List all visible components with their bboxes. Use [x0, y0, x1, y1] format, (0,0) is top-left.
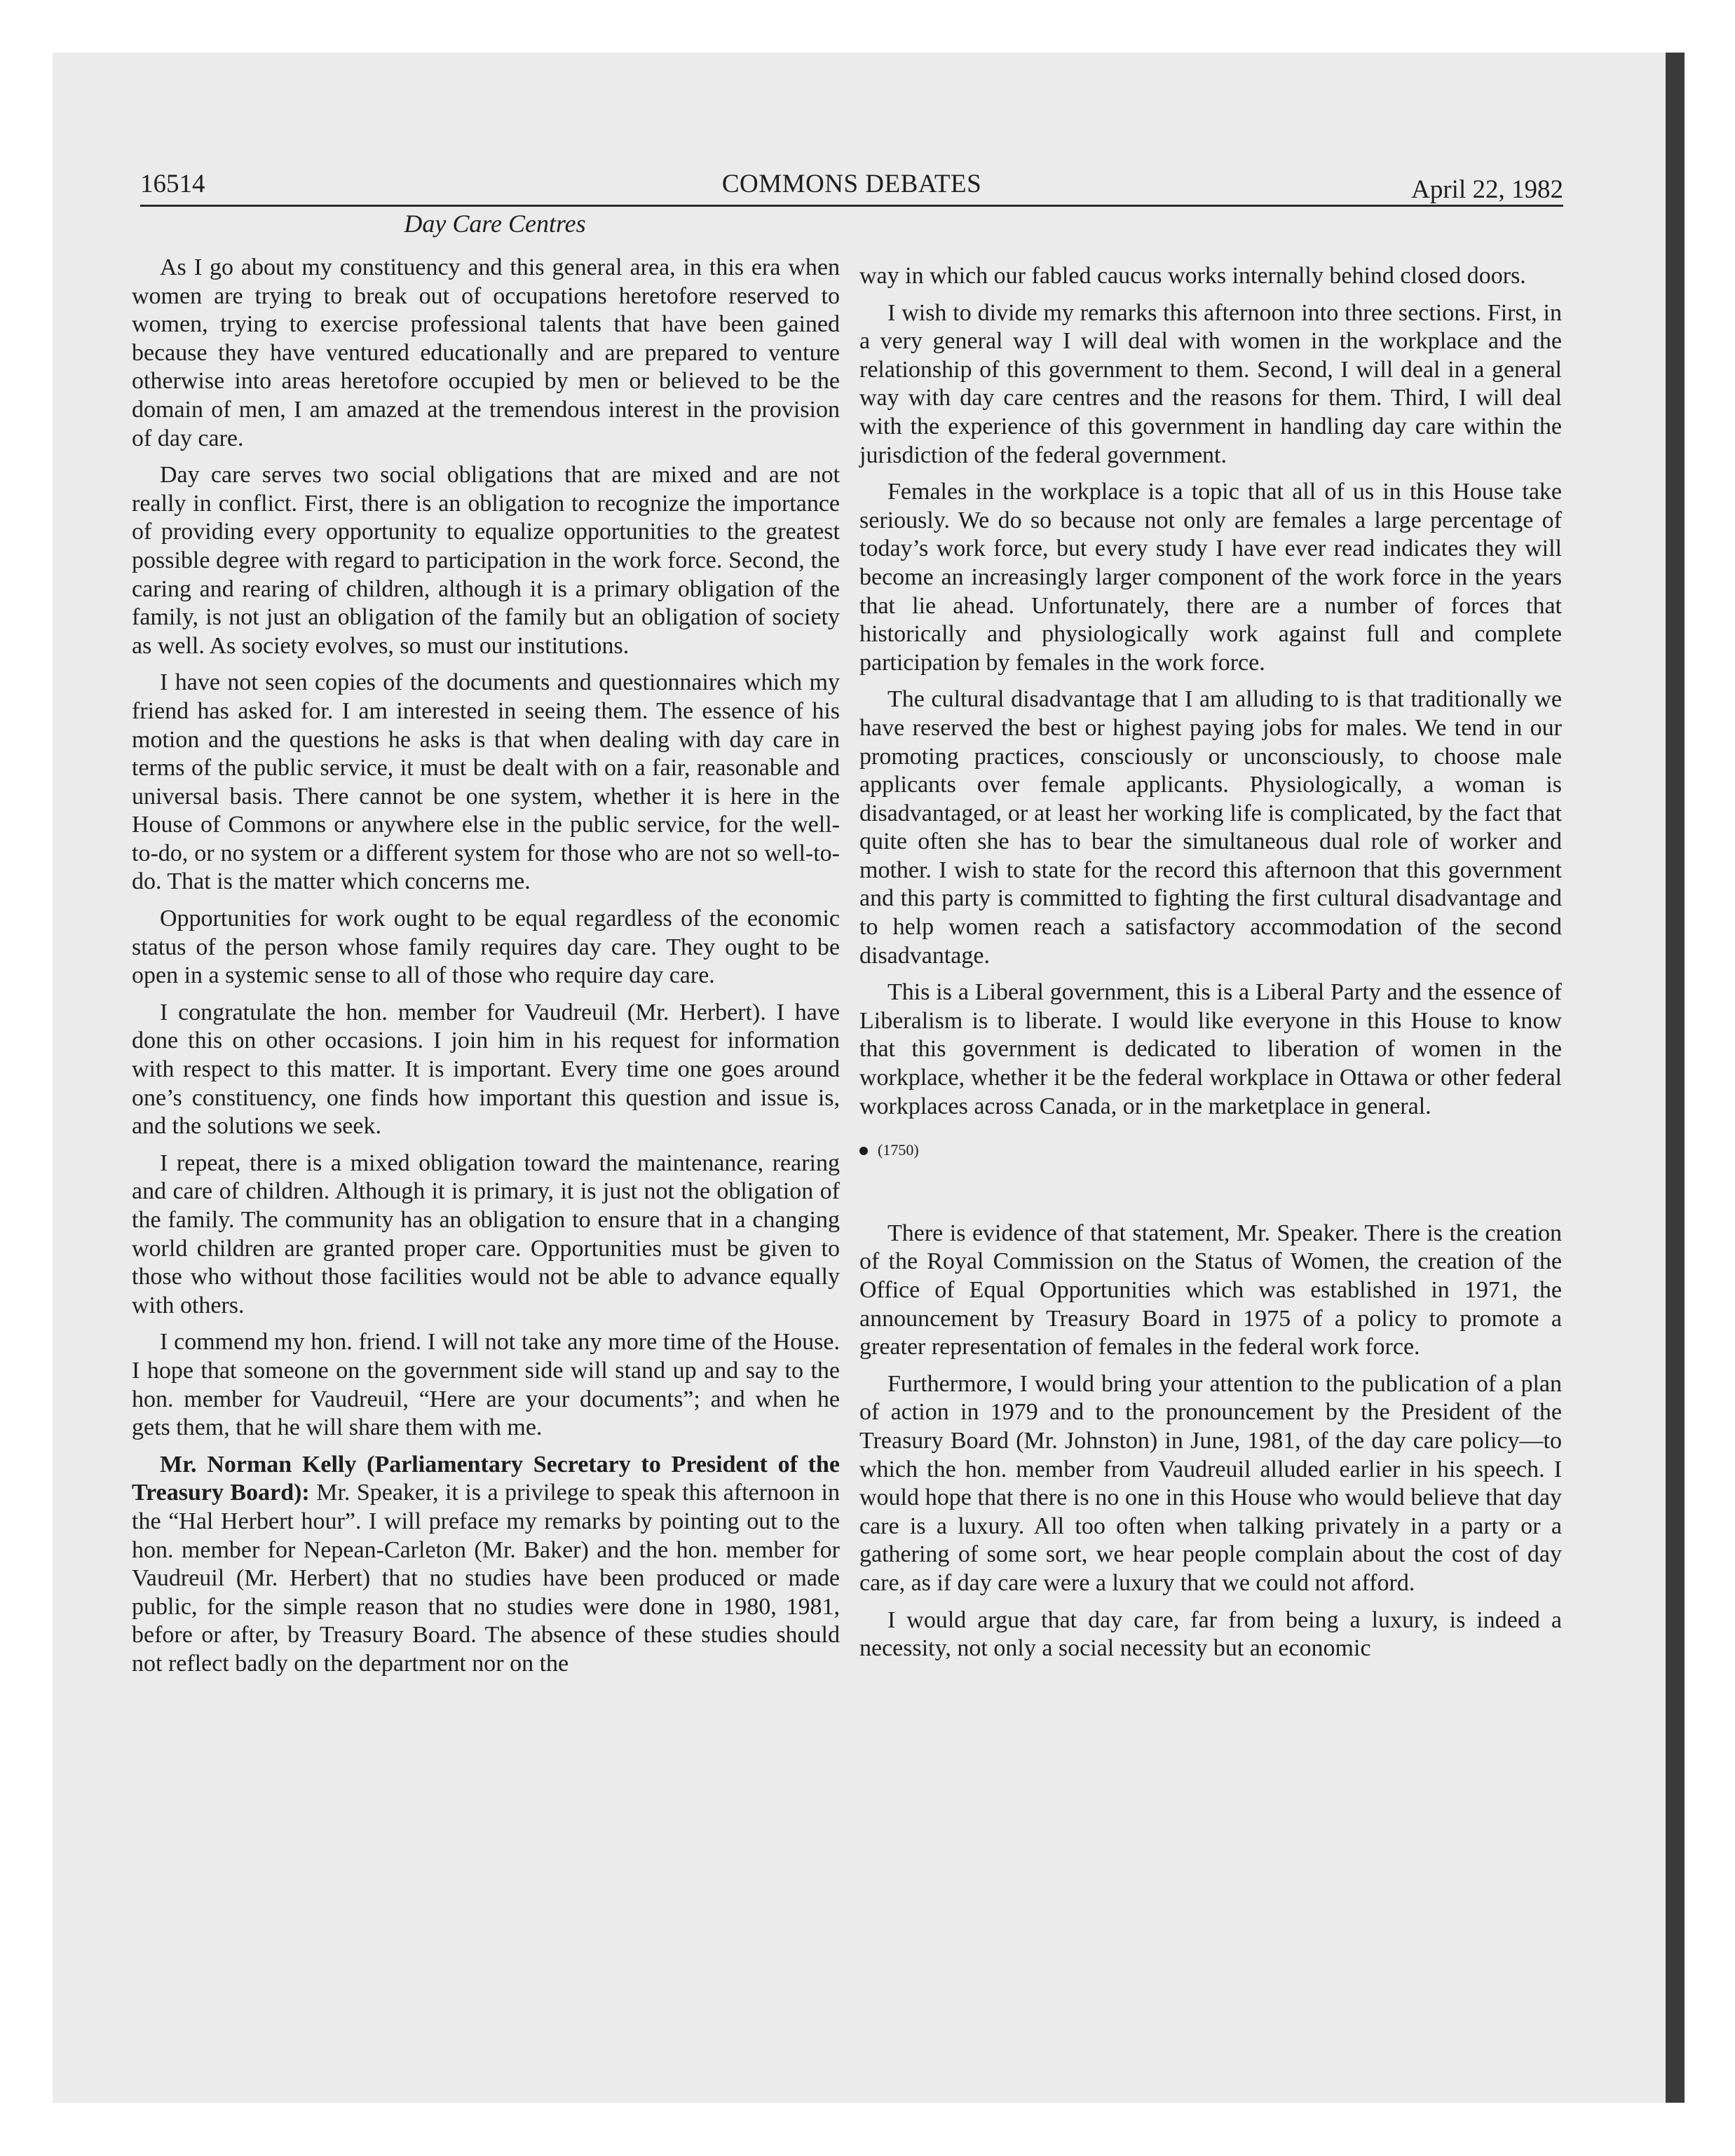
paragraph: I commend my hon. friend. I will not take any more time of the House. I hope that someone on the government side will stand up and say to the hon. member for Vaudreuil, “Here are your documents”; and when he gets them, that he will share them with me. — [132, 1329, 840, 1441]
speaker-name: Mr. Norman Kelly (Parliamentary Secretary to President of the Treasury Board): — [132, 1451, 840, 1506]
paragraph: I wish to divide my remarks this afternoon into three sections. First, in a very general way I will deal with women in the workplace and the relationship of this government to them. Second, I will deal in a general way with day care centres and the reasons for them. Third, I will deal with the experience of this government in handling day care within the jurisdiction of the federal government. — [859, 299, 1562, 468]
paragraph: Day care serves two social obligations that are mixed and are not really in conflict. First, there is an obligation to recognize the importance of providing every opportunity to equalize opportunities to the greatest possible degree with regard to participation in the work force. Second, the caring and rearing of children, although it is a primary obligation of the family, is not just an obligation of the family but an obligation of society as well. As society evolves, so must our institutions. — [132, 462, 840, 659]
paragraph: I have not seen copies of the documents and questionnaires which my friend has asked for. I am interested in seeing them. The essence of his motion and the questions he asks is that when dealing with day care in terms of the public service, it must be dealt with on a fair, reasonable and universal basis. There cannot be one system, whether it is here in the House of Commons or anywhere else in the public service, for the well-to-do, or no system or a different system for those who are not so well-to-do. That is the matter which concerns me. — [132, 669, 840, 895]
paragraph: I repeat, there is a mixed obligation toward the maintenance, rearing and care of children. Although it is primary, it is just not the obligation of the family. The community has an obligation to ensure that in a changing world children are granted proper care. Opportunities must be given to those who without those facilities would not be able to advance equally with others. — [132, 1149, 840, 1318]
paragraph: As I go about my constituency and this general area, in this era when women are trying to break out of occupations heretofore reserved to women, trying to exercise professional talents that have been gained because they have ventured educationally and are prepared to venture otherwise into areas heretofore occupied by men or believed to be the domain of men, I am amazed at the tremendous interest in the provision of day care. — [132, 254, 840, 451]
page-date: April 22, 1982 — [1411, 175, 1563, 204]
right-column — [859, 262, 1562, 1672]
publication-title: COMMONS DEBATES — [721, 170, 982, 198]
speech-text: Mr. Speaker, it is a privilege to speak this afternoon in the “Hal Herbert hour”. I will preface my remarks by pointing out to the hon. member for Nepean-Carleton (Mr. Baker) and the hon. member for Vaudreuil (Mr. Herbert) that no studies have been produced or made public, for the simple reason that no studies were done in 1980, 1981, before or after, by Treasury Board. The absence of these studies should not reflect badly on the department nor on the — [132, 1480, 840, 1677]
timestamp-text: (1750) — [878, 1141, 919, 1159]
paragraph-continued: way in which our fabled caucus works internally behind closed doors. — [859, 263, 1526, 289]
paragraph: This is a Liberal government, this is a Liberal Party and the essence of Liberalism is to liberate. I would like everyone in this House to know that this government is dedicated to liberation of women in the workplace, whether it be the federal workplace in Ottawa or other federal workplaces across Canada, or in the marketplace in general. — [859, 979, 1562, 1119]
paragraph: There is evidence of that statement, Mr. Speaker. There is the creation of the Royal Commission on the Status of Women, the creation of the Office of Equal Opportunities which was established in 1971, the announcement by Treasury Board in 1975 of a policy to promote a greater representation of females in the federal work force. — [859, 1220, 1562, 1360]
scan-edge-bar — [1666, 53, 1685, 2103]
bullet-icon — [859, 1147, 868, 1155]
paragraph: Females in the workplace is a topic that all of us in this House take seriously. We do so because not only are females a large percentage of today’s work force, but every study I have ever read indicates they will become an increasingly larger component of the work force in the years that lie ahead. Unfortunately, there are a number of forces that historically and physiologically work against full and complete participation by females in the work force. — [859, 479, 1562, 676]
left-column — [132, 254, 840, 1687]
page-number: 16514 — [140, 170, 205, 198]
paragraph: I congratulate the hon. member for Vaudreuil (Mr. Herbert). I have done this on other occasions. I join him in his request for information with respect to this matter. It is important. Every time one goes around one’s constituency, one finds how important this question and issue is, and the solutions we seek. — [132, 999, 840, 1140]
paragraph: Opportunities for work ought to be equal regardless of the economic status of the person whose family requires day care. They ought to be open in a systemic sense to all of those who require day care. — [132, 906, 840, 989]
paragraph: Furthermore, I would bring your attention to the publication of a plan of action in 1979 and to the pronouncement by the President of the Treasury Board (Mr. Johnston) in June, 1981, of the day care policy—to which the hon. member from Vaudreuil alluded earlier in his speech. I would hope that there is no one in this House who would believe that day care is a luxury. All too often when talking privately in a party or a gathering of some sort, we hear people complain about the cost of day care, as if day care were a luxury that we could not afford. — [859, 1370, 1562, 1596]
section-heading: Day Care Centres — [404, 210, 586, 238]
paragraph: The cultural disadvantage that I am alluding to is that traditionally we have reserved the best or highest paying jobs for males. We tend in our promoting practices, consciously or unconsciously, to choose male applicants over female applicants. Physiologically, a woman is disadvantaged, or at least her working life is complicated, by the fact that quite often she has to bear the simultaneous dual role of worker and mother. I wish to state for the record this afternoon that this government and this party is committed to fighting the first cultural disadvantage and to help women reach a satisfactory accommodation of the second disadvantage. — [859, 686, 1562, 969]
page-header — [140, 160, 1563, 207]
paragraph: I would argue that day care, far from being a luxury, is indeed a necessity, not only a social necessity but an economic — [859, 1606, 1562, 1662]
speech-paragraph — [132, 1451, 840, 1679]
timestamp-marker — [859, 1136, 1562, 1165]
